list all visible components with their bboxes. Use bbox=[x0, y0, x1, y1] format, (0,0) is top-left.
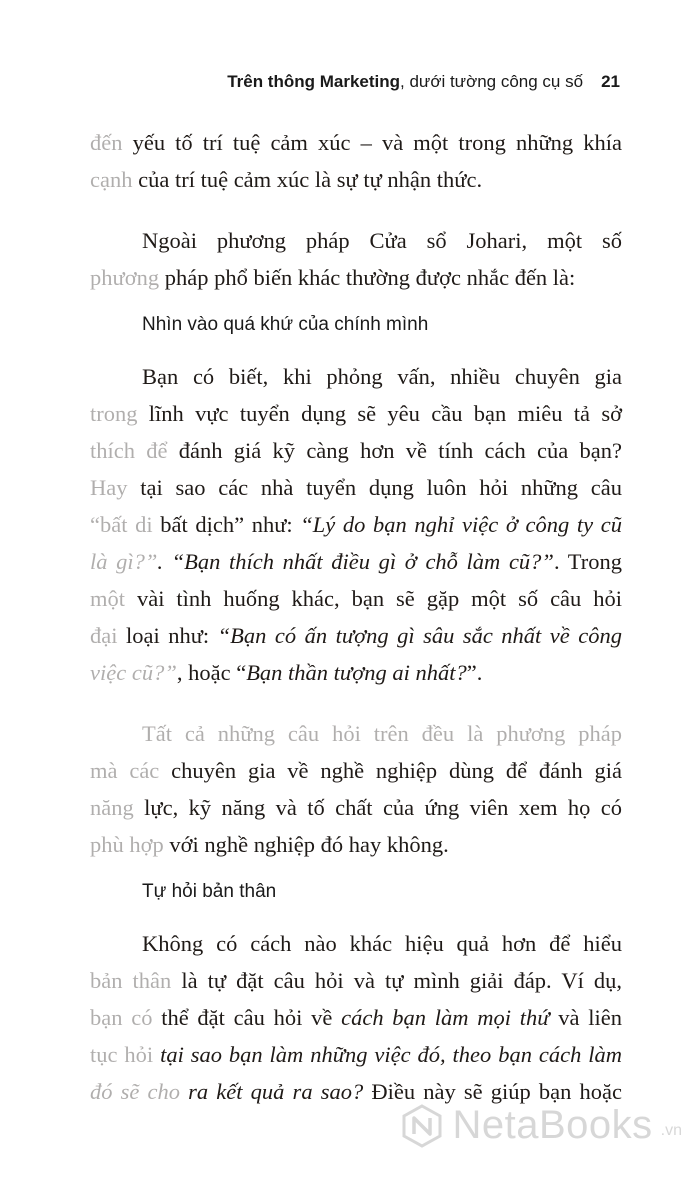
running-title-bold: Trên thông Marketing bbox=[227, 72, 401, 91]
netabooks-logo-icon bbox=[400, 1104, 444, 1148]
page-body bbox=[90, 124, 622, 1110]
paragraph-3 bbox=[90, 358, 622, 691]
text-line: Hay tại sao các nhà tuyển dụng luôn hỏi những câu bbox=[90, 475, 622, 500]
text-line: phương pháp phổ biến khác thường được nhắc đến là: bbox=[90, 265, 576, 290]
text-line: bản thân là tự đặt câu hỏi và tự mình giải đáp. Ví dụ, bbox=[90, 968, 622, 993]
text-line: Bạn có biết, khi phỏng vấn, nhiều chuyên gia bbox=[142, 364, 622, 389]
page-number: 21 bbox=[601, 72, 620, 91]
text-line: Không có cách nào khác hiệu quả hơn để hiểu bbox=[142, 931, 622, 956]
text-line: mà các chuyên gia về nghề nghiệp dùng để đánh giá bbox=[90, 758, 622, 783]
text-line: một vài tình huống khác, bạn sẽ gặp một số câu hỏi bbox=[90, 586, 622, 611]
text-line: đến yếu tố trí tuệ cảm xúc – và một trong những khía bbox=[90, 130, 622, 155]
text-line: phù hợp với nghề nghiệp đó hay không. bbox=[90, 832, 449, 857]
running-header bbox=[227, 72, 620, 102]
paragraph-5 bbox=[90, 925, 622, 1110]
text-line: đại loại như: “Bạn có ấn tượng gì sâu sắc nhất về công bbox=[90, 623, 622, 648]
text-line: Tất cả những câu hỏi trên đều là phương pháp bbox=[142, 721, 622, 746]
text-line: thích để đánh giá kỹ càng hơn về tính cách của bạn? bbox=[90, 438, 622, 463]
text-line: “bất di bất dịch” như: “Lý do bạn nghỉ việc ở công ty cũ bbox=[90, 512, 622, 537]
watermark-suffix: .vn bbox=[660, 1122, 682, 1139]
text-line: là gì?”. “Bạn thích nhất điều gì ở chỗ làm cũ?”. Trong bbox=[90, 549, 622, 574]
paragraph-2 bbox=[90, 222, 622, 296]
paragraph-4 bbox=[90, 715, 622, 863]
text-line: năng lực, kỹ năng và tố chất của ứng viên xem họ có bbox=[90, 795, 622, 820]
running-title-rest: , dưới tường công cụ số bbox=[400, 72, 584, 91]
section-heading-past: Nhìn vào quá khứ của chính mình bbox=[142, 314, 429, 335]
text-line: đó sẽ cho ra kết quả ra sao? Điều này sẽ giúp bạn hoặc bbox=[90, 1079, 622, 1104]
text-line: cạnh của trí tuệ cảm xúc là sự tự nhận thức. bbox=[90, 167, 483, 192]
text-line: tục hỏi tại sao bạn làm những việc đó, theo bạn cách làm bbox=[90, 1042, 622, 1067]
text-line: bạn có thể đặt câu hỏi về cách bạn làm mọi thứ và liên bbox=[90, 1005, 622, 1030]
section-heading-self-ask: Tự hỏi bản thân bbox=[142, 881, 277, 902]
netabooks-watermark bbox=[400, 1103, 682, 1148]
text-line: trong lĩnh vực tuyển dụng sẽ yêu cầu bạn miêu tả sở bbox=[90, 401, 622, 426]
watermark-text: NetaBooks bbox=[452, 1103, 653, 1147]
paragraph-1 bbox=[90, 124, 622, 198]
text-line: việc cũ?”, hoặc “Bạn thần tượng ai nhất?”. bbox=[90, 660, 483, 685]
text-line: Ngoài phương pháp Cửa sổ Johari, một số bbox=[142, 228, 622, 253]
running-title bbox=[227, 72, 583, 91]
